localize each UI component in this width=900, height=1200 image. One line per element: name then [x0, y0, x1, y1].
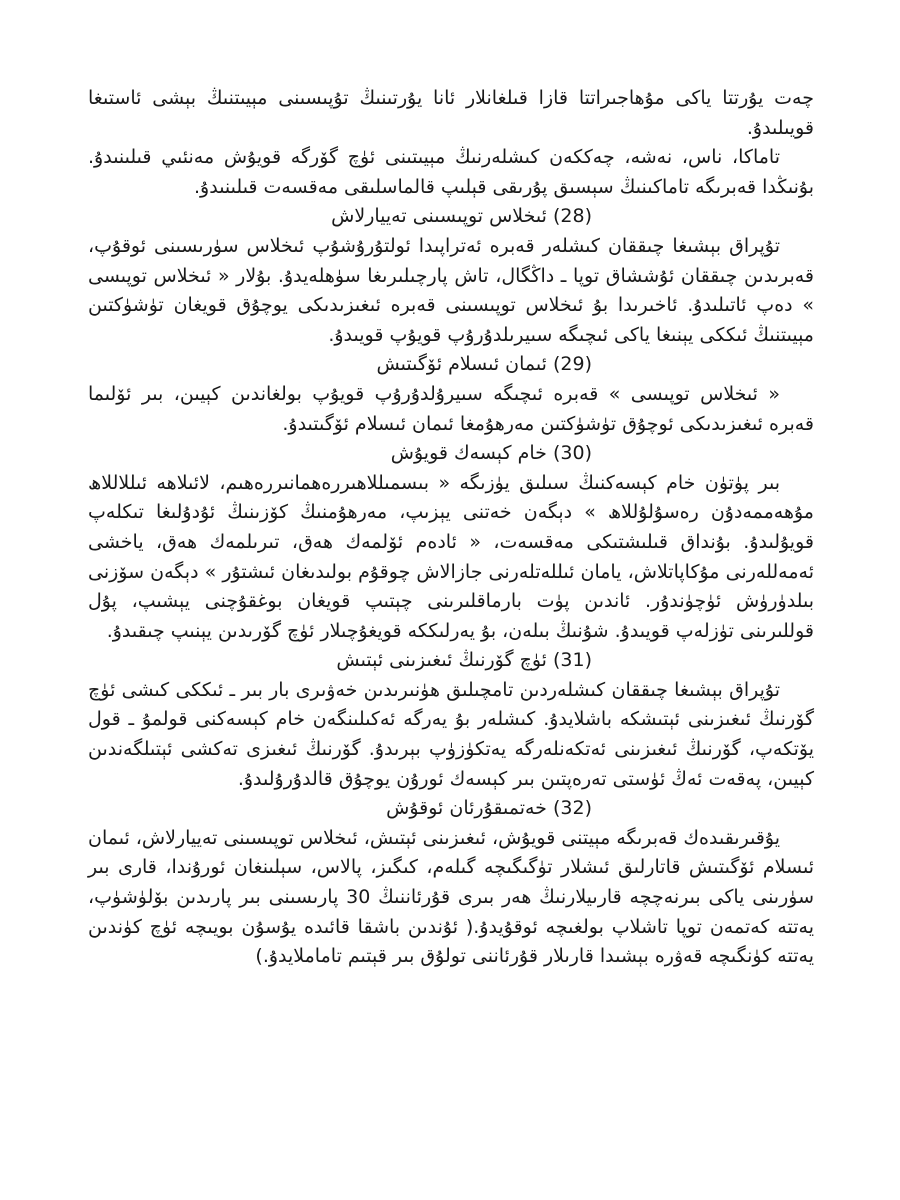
paragraph-section-31: تۇپراق بېشىغا چىققان كىشلەردىن تامچىلىق ھۈنىرىدىن خەۋىرى بار بىر ـ ئىككى كىشى ئۈچ گۆرنىڭ ئىغىزىنى ئېتىشكە باشلايدۇ. كىشلەر بۇ يەرگە ئەكىلىنگەن خام كېسەكنى قولمۇ ـ قول يۆتكەپ، گۆرنىڭ ئىغىزىنى ئەتكەنلەرگە يەتكۈزۈپ بېرىدۇ. گۆرنىڭ ئىغىزى تەكشى ئېتىلگەندىن كېيىن، پەقەت ئەڭ ئۈستى تەرەپتىن بىر كېسەك ئورۇن يوچۇق قالدۇرۇلىدۇ.	[88, 678, 814, 790]
section-heading-30	[88, 439, 814, 469]
section-title: ئىمان ئىسلام ئۆگىتىش	[376, 353, 547, 376]
section-number: (28)	[552, 205, 592, 228]
document-page	[88, 84, 814, 972]
paragraph-section-29: « ئىخلاس توپىسى » قەبرە ئىچىگە سىيرۇلدۇرۇپ قويۇپ بولغاندىن كېيىن، بىر ئۆلىما قەبرە ئىغىزىدىكى ئوچۇق تۈشۈكتىن مەرھۇمغا ئىمان ئىسلام ئۆگىتىدۇ.	[88, 382, 814, 435]
paragraph-section-30: بىر پۈتۈن خام كېسەكنىڭ سىلىق يۈزىگە « بىسمىللاھىررەھمانىررەھىم، لائىلاھە ئىللاللاھ مۇھەممەدۇن رەسۇلۇللاھ » دېگەن خەتنى يېزىپ، مەرھۇمنىڭ كۆزىنىڭ ئۇدۇلىغا تىكلەپ قويۇلىدۇ. بۇنداق قىلىشتىكى مەقسەت، « ئادەم ئۆلمەك ھەق، تىرىلمەك ھەق، ياخشى ئەمەللەرنى مۇكاپاتلاش، يامان ئىللەتلەرنى جازالاش چوقۇم بولىدىغان ئىشتۇر » دېگەن سۆزنى بىلدۈرۈش ئۈچۈندۇر. ئاندىن پۈت بارماقلىرىنى چېتىپ قويغان بوغقۇچنى يېشىپ، پۇل قوللىرىنى تۈزلەپ قويىدۇ. شۇنىڭ بىلەن، بۇ يەرلىككە قويغۇچىلار ئۈچ گۆرىدىن يېنىپ چىقىدۇ.	[88, 471, 814, 642]
section-heading-32	[88, 794, 814, 824]
paragraph-intro-1: چەت يۇرتتا ياكى مۇھاجىراتتا قازا قىلغانلار ئانا يۇرتىنىڭ تۇپىسىنى مېيىتنىڭ بېشى ئاستىغا قويىلىدۇ.	[88, 87, 814, 139]
section-heading-31	[88, 646, 814, 676]
section-title: ئۈچ گۆرنىڭ ئىغىزىنى ئېتىش	[336, 649, 547, 672]
paragraph-section-32: يۇقىرىقىدەك قەبرىگە مېيتنى قويۇش، ئىغىزىنى ئېتىش، ئىخلاس توپىسىنى تەييارلاش، ئىمان ئىسلام ئۆگىتىش قاتارلىق ئىشلار تۈگىگىچە گىلەم، كىگىز، پالاس، سېلىنغان ئورۇندا، قارى بىر سۈرىنى ياكى بىرنەچچە قارىيلارنىڭ ھەر بىرى قۇرئاننىڭ 30 پارىسىنى بىر پارىدىن بۆلۈشۈپ، يەتتە كەتمەن توپا تاشلاپ بولغىچە ئوقۇيدۇ.( ئۇندىن باشقا قائىدە يۇسۇن بويىچە ئۈچ كۈندىن يەتتە كۈنگىچە قەۋرە بېشىدا قارىلار قۇرئاننى تولۇق بىر قېتىم تاماملايدۇ.)	[88, 826, 814, 968]
section-number: (29)	[552, 353, 592, 376]
section-title: خەتمىقۇرئان ئوقۇش	[386, 797, 547, 820]
section-heading-29	[88, 350, 814, 380]
section-title: ئىخلاس توپىسىنى تەييارلاش	[331, 205, 547, 228]
section-number: (30)	[552, 442, 592, 465]
paragraph-section-28: تۇپراق بېشىغا چىققان كىشلەر قەبرە ئەتراپىدا ئولتۇرۇشۇپ ئىخلاس سۈرىسىنى ئوقۇپ، قەبرىدىن چىققان ئۇششاق توپا ـ داڭگال، تاش پارچىلىرىغا سۈھلەيدۇ. بۇلار « ئىخلاس توپىسى » دەپ ئاتىلىدۇ. ئاخىرىدا بۇ ئىخلاس توپىسىنى قەبرە ئىغىزىدىكى يوچۇق قويغان تۈشۈكتىن مېيىتنىڭ ئىككى يېنىغا ياكى ئىچىگە سىيرىلدۇرۇپ قويۇپ قويىدۇ.	[88, 234, 814, 346]
section-heading-28	[88, 202, 814, 232]
paragraph-intro-2: تاماكا، ناس، نەشە، چەككەن كىشلەرنىڭ مېيىتىنى ئۈچ گۆرگە قويۇش مەنئىي قىلىنىدۇ. بۇنىڭدا قەبرىگە تاماكىنىڭ سېسىق پۇرىقى قېلىپ قالماسلىقى مەقسەت قىلىنىدۇ.	[88, 146, 814, 198]
section-title: خام كېسەك قويۇش	[390, 442, 547, 465]
section-number: (31)	[552, 649, 592, 672]
section-number: (32)	[552, 797, 592, 820]
